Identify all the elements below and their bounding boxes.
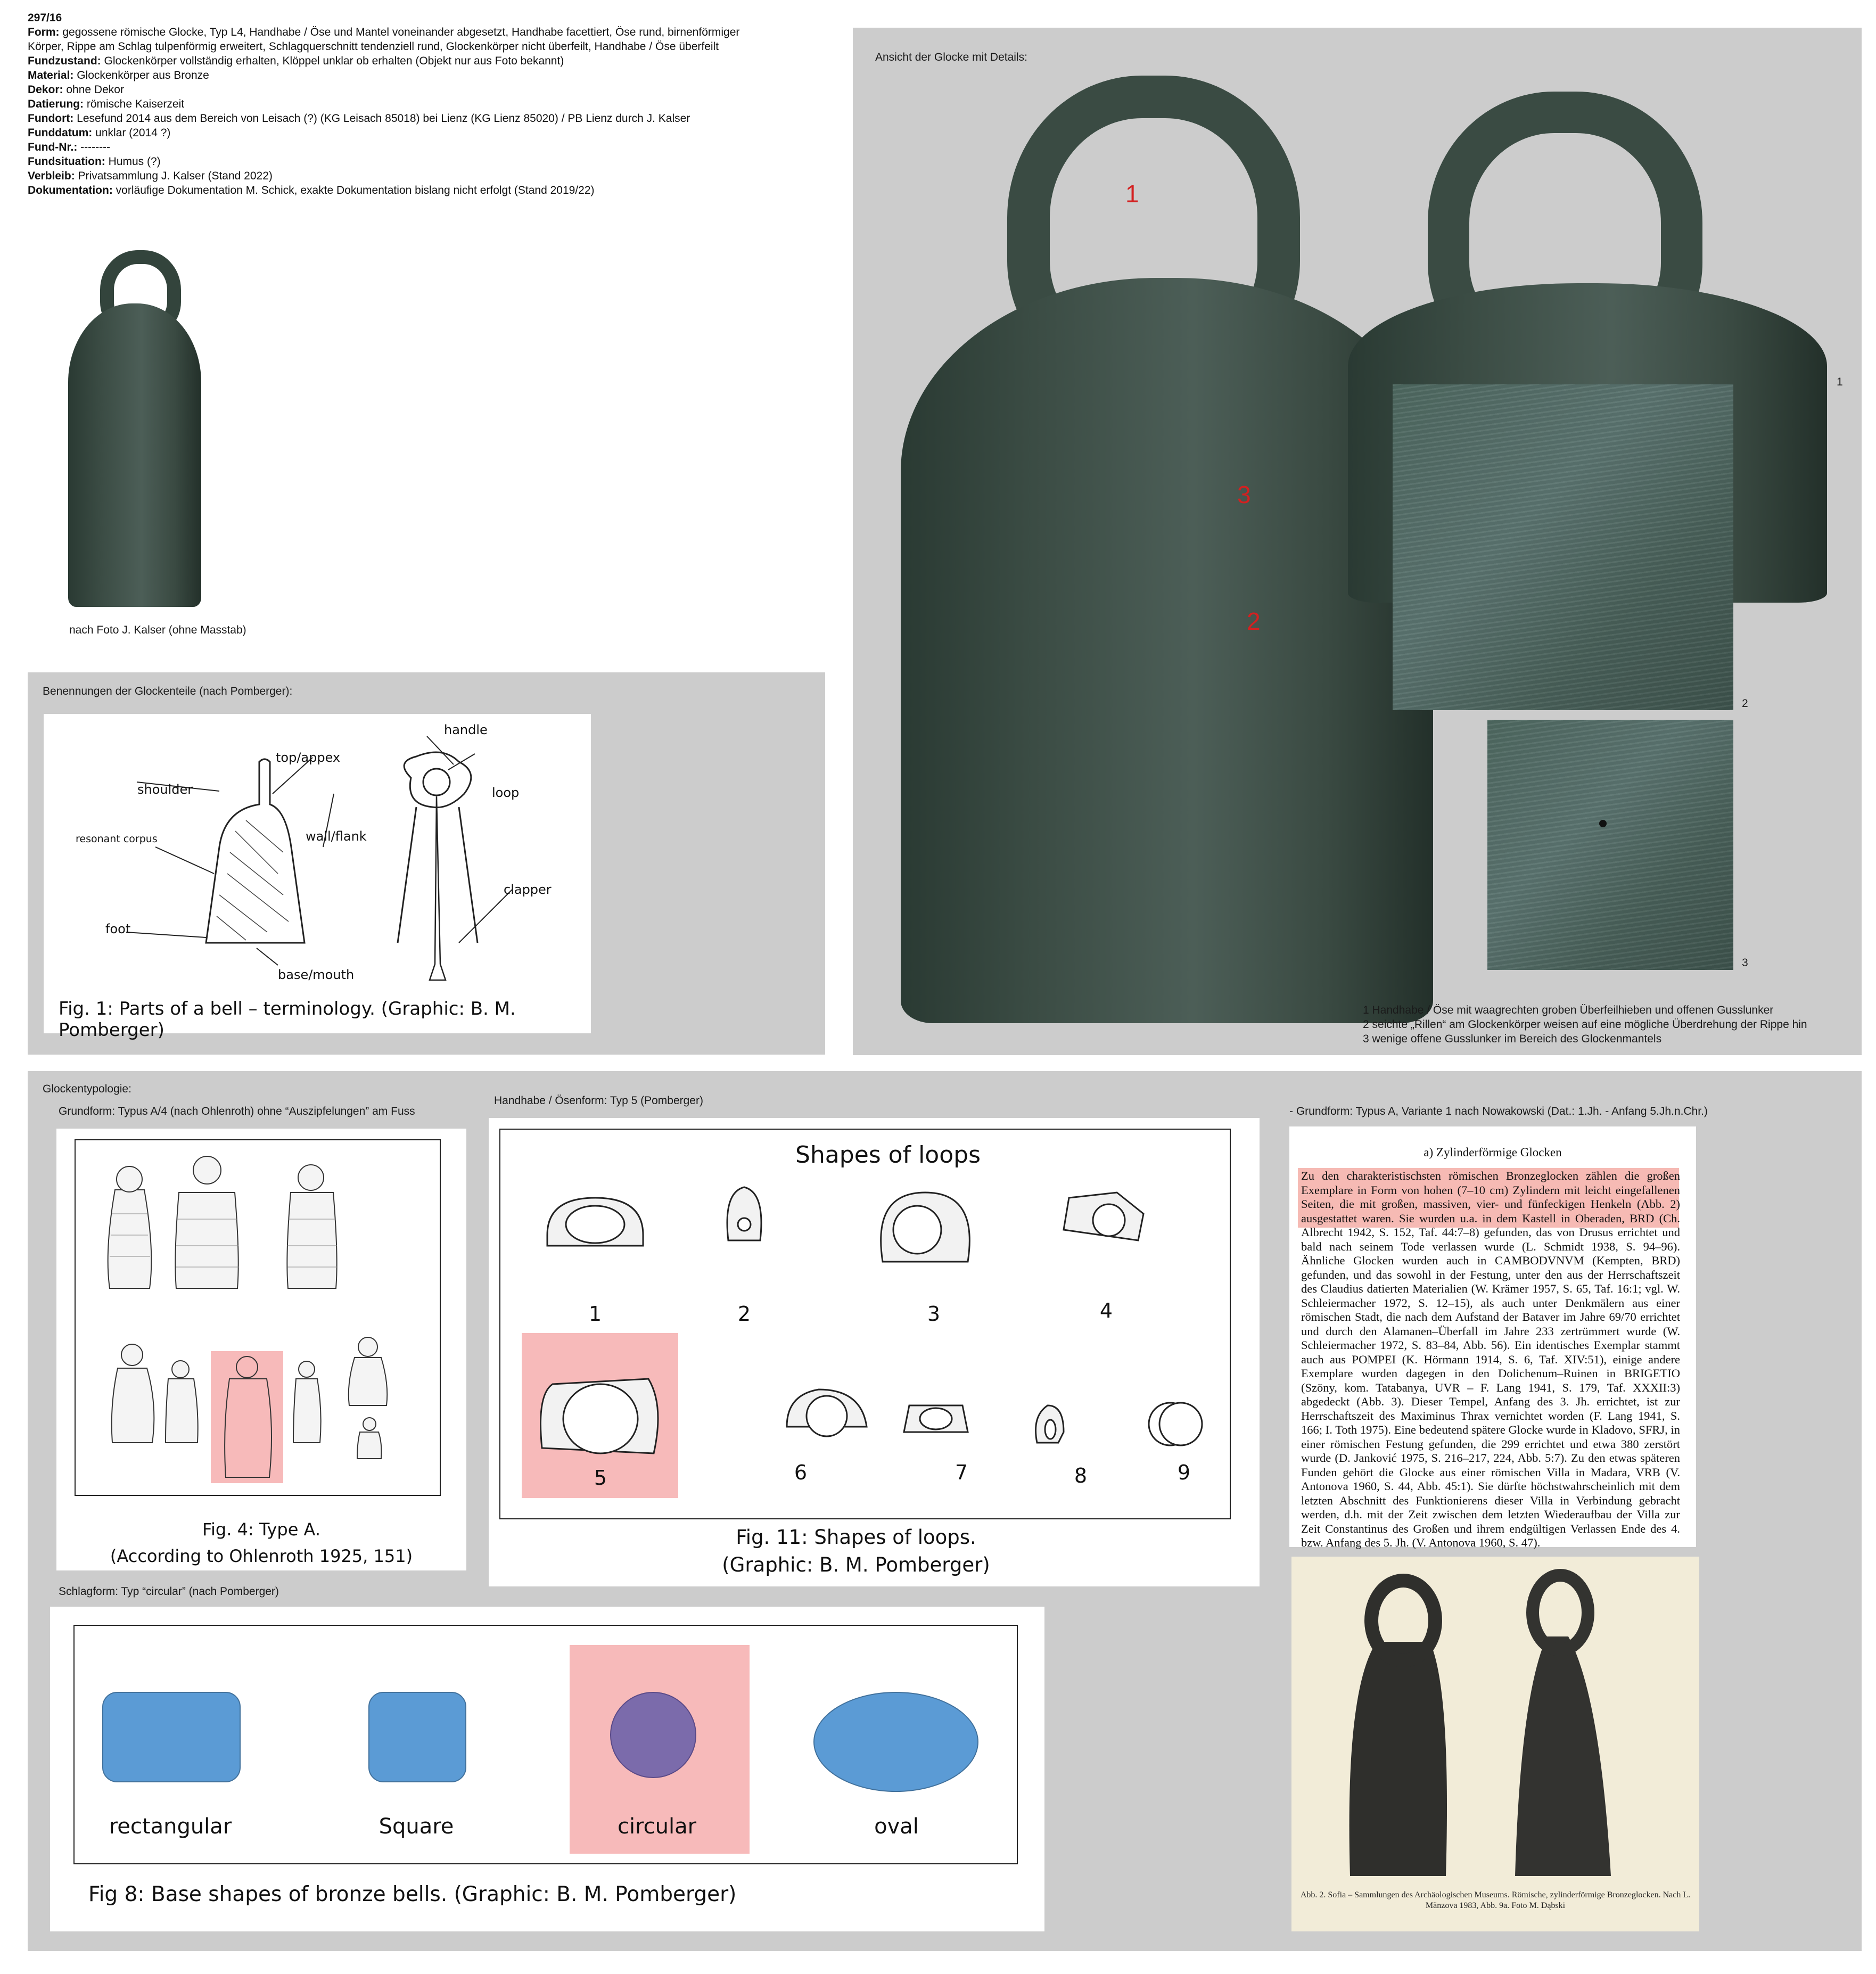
fig11-caption-line1: Fig. 11: Shapes of loops. — [736, 1526, 976, 1549]
fig4-caption-line1: Fig. 4: Type A. — [202, 1519, 321, 1540]
schlag-title: Schlagform: Typ “circular” (nach Pomberger) — [59, 1585, 279, 1598]
casting-hole — [1599, 820, 1607, 827]
detail-number-2: 2 — [1742, 697, 1748, 710]
label-wall: wall/flank — [306, 829, 367, 844]
loop-number-2: 2 — [737, 1302, 751, 1326]
bell-photo-small — [59, 250, 208, 612]
record-field — [28, 25, 848, 39]
record-field — [28, 83, 848, 97]
record-field-label: Fundzustand: — [28, 55, 101, 67]
typology-panel — [28, 1071, 1862, 1951]
record-field — [28, 183, 848, 198]
record-id: 297/16 — [28, 12, 62, 24]
record-field-value: Privatsammlung J. Kalser (Stand 2022) — [78, 170, 273, 182]
loop-number-8: 8 — [1074, 1464, 1088, 1487]
fig4-figure — [56, 1129, 466, 1570]
photo-caption: nach Foto J. Kalser (ohne Masstab) — [69, 624, 246, 636]
record-field — [28, 154, 848, 169]
record-field-value: Humus (?) — [108, 155, 161, 168]
detail-handle-photo — [1359, 92, 1790, 393]
loop-number-1: 1 — [588, 1302, 602, 1326]
record-field — [28, 140, 848, 154]
highlighted-bell-drawing — [56, 1129, 466, 1501]
doc-text-block — [1301, 1169, 1681, 1549]
record-field-label: Fund-Nr.: — [28, 141, 78, 153]
record-field — [28, 126, 848, 140]
terminology-title: Benennungen der Glockenteile (nach Pomberger): — [43, 685, 293, 697]
record-field-label: Datierung: — [28, 98, 84, 110]
doc-highlight-text: Zu den charakteristischsten römischen Bronzeglocken zählen die großen Exemplare in Form von hohen (7–10 cm) Zylindern mit leicht eingefallenen Seiten, die mit großen, massiven, vier- und fünfeckigen Henkeln (Abb. 2) ausgestattet waren. — [1301, 1169, 1680, 1225]
nowakowski-title: - Grundform: Typus A, Variante 1 nach Nowakowski (Dat.: 1.Jh. - Anfang 5.Jh.n.Chr.) — [1289, 1105, 1708, 1117]
record-field-label: Fundsituation: — [28, 155, 105, 168]
base-shape-label-rectangular: rectangular — [109, 1814, 232, 1839]
record-field-value: Lesefund 2014 aus dem Bereich von Leisach (?) (KG Leisach 85018) bei Lienz (KG Lienz 85020) / PB Lienz durch J. Kalser — [77, 112, 690, 125]
label-top: top/appex — [276, 750, 341, 765]
terminology-figure — [44, 714, 591, 1041]
record-field-label: Verbleib: — [28, 170, 75, 182]
base-shape-label-oval: oval — [874, 1814, 919, 1839]
record-field-label: Material: — [28, 69, 74, 81]
marker-1: 1 — [1125, 180, 1139, 208]
record-field-label: Dokumentation: — [28, 184, 113, 196]
sofia-bells-illustration — [1291, 1557, 1699, 1887]
details-panel — [853, 28, 1862, 1055]
record-field-value: ohne Dekor — [66, 84, 124, 96]
label-shoulder: shoulder — [137, 782, 193, 797]
detail-number-1: 1 — [1837, 376, 1843, 388]
detail-note-3: 3 wenige offene Gusslunker im Bereich des Glockenmantels — [1363, 1033, 1662, 1045]
base-shape-label-circular: circular — [617, 1814, 697, 1839]
shape-rectangular — [102, 1692, 241, 1782]
shape-circular — [610, 1692, 696, 1778]
sofia-bells-photo — [1291, 1557, 1699, 1931]
shape-oval — [813, 1692, 978, 1792]
record-field-value: römische Kaiserzeit — [86, 98, 185, 110]
record-field-value: Glockenkörper aus Bronze — [77, 69, 209, 81]
fig8-figure — [50, 1607, 1044, 1931]
record-field-label: Form: — [28, 26, 60, 38]
record-field-label: Fundort: — [28, 112, 74, 125]
label-handle: handle — [444, 722, 488, 737]
fig8-caption: Fig 8: Base shapes of bronze bells. (Graphic: B. M. Pomberger) — [88, 1882, 737, 1906]
fig11-figure — [489, 1118, 1260, 1586]
nowakowski-text-scan — [1289, 1126, 1696, 1547]
fig11-caption-line2: (Graphic: B. M. Pomberger) — [722, 1553, 990, 1576]
detail-note-1: 1 Handhabe / Öse mit waagrechten groben Überfeilhieben und offenen Gusslunker — [1363, 1004, 1774, 1016]
marker-3: 3 — [1237, 481, 1251, 508]
loop-number-9: 9 — [1177, 1461, 1191, 1484]
label-base: base/mouth — [278, 967, 355, 982]
loops-title: Shapes of loops — [795, 1141, 981, 1169]
record-field — [28, 39, 848, 54]
record-fields — [28, 25, 848, 198]
detail-casting-photo — [1487, 720, 1733, 970]
record-field-value: Glockenkörper vollständig erhalten, Klöppel unklar ob erhalten (Objekt nur aus Foto bekannt) — [104, 55, 564, 67]
loop-number-4: 4 — [1099, 1299, 1113, 1322]
record-field — [28, 169, 848, 183]
record-field-label: Funddatum: — [28, 127, 93, 139]
terminology-panel — [28, 672, 825, 1055]
typology-title: Glockentypologie: — [43, 1083, 131, 1095]
shape-square — [368, 1692, 466, 1782]
base-shape-label-square: Square — [379, 1814, 454, 1839]
label-loop: loop — [492, 785, 520, 800]
loop-number-3: 3 — [927, 1302, 941, 1326]
doc-body-text: Sie wurden u.a. in dem Kastell in Oberaden, BRD (Ch. Albrecht 1942, S. 152, Taf. 44:7–8) gefunden, das von Drusus errichtet und bald nach seinem Tode verlassen wurde (L. Schmidt 1938, S. 94–96). Ähnliche Glocken wurden auch in CAMBODVNVM (Kempten, BRD) gefunden, und das sowohl in der Festung, unter den aus der Herrschaftszeit des Claudius datierten Materialien (W. Krämer 1957, S. 65, Taf. 16:1; vgl. W. Schleiermacher 1972, S. 12–15), als auch unter Denkmälern aus einer römischen Stadt, die nach dem Aufstand der Bataver im Jahre 69/70 errichtet und durch den Alamanen–Überfall im Jahre 233 zertrümmert wurde (W. Schleiermacher 1972, S. 83–84, Abb. 56). Ein identisches Exemplar stammt auch aus POMPEI (K. Hörmann 1914, S. 6, Taf. XIV:51), einige andere Exemplare wurden dagegen in den Dolichenum–Ruinen in BRIGETIO (Szöny, kom. Tatabanya, UVR – F. Lang 1941, S. 179, Taf. XXXII:3) abgedeckt (Abb. 3). Dieser Tempel, Anfang des 3. Jh. errichtet, ist zur Herrschaftszeit des Maximinus Thrax vernichtet worden (F. Lang 1941, S. 166; I. Toth 1975). Eine bedeutend spätere Glocke wurde in Kladovo, SFRJ, in einer römischen Festung gefunden, die 299 errichtet und etwa 380 zerstört wurde (D. Janković 1975, S. 216–217, 224, Abb. 5:7). Zu den etwas späteren Funden gehört die Glocke aus einer römischen Villa in Madara, VRB (V. Antonova 1960, S. 44, Abb. 45:1). Sie dürfte höchstwahrscheinlich mit dem letzten Abschnitt des Funktionierens dieser Villa in Verbindung gebracht werden, d.h. mit der Zeit zwischen dem letzten Wiederaufbau der Villa zur Zeit Constantinus des Großen und ihrem endgültigen Verlassen Ende des 4. bzw. Anfang des 5. Jh. (V. Antonova 1960, S. 47). — [1301, 1211, 1681, 1549]
record-field — [28, 68, 848, 83]
details-title: Ansicht der Glocke mit Details: — [875, 51, 1027, 63]
record-field-value: Körper, Rippe am Schlag tulpenförmig erweitert, Schlagquerschnitt tendenziell rund, Glockenkörper nicht überfeilt, Handhabe / Öse überfeilt — [28, 40, 719, 53]
detail-note-2: 2 seichte „Rillen“ am Glockenkörper weisen auf eine mögliche Überdrehung der Rippe hin — [1363, 1018, 1807, 1031]
handhabe-title: Handhabe / Ösenform: Typ 5 (Pomberger) — [494, 1095, 703, 1107]
record-field — [28, 111, 848, 126]
object-record — [28, 11, 848, 198]
detail-surface-photo — [1393, 384, 1733, 710]
record-field — [28, 54, 848, 68]
record-field-value: gegossene römische Glocke, Typ L4, Handhabe / Öse und Mantel voneinander abgesetzt, Handhabe facettiert, Öse rund, birnenförmiger — [62, 26, 740, 38]
record-field-value: unklar (2014 ?) — [95, 127, 171, 139]
doc-heading: a) Zylinderförmige Glocken — [1424, 1146, 1562, 1159]
detail-number-3: 3 — [1742, 957, 1748, 969]
label-clapper: clapper — [504, 882, 552, 897]
grundform-title: Grundform: Typus A/4 (nach Ohlenroth) ohne “Auszipfelungen” am Fuss — [59, 1105, 415, 1117]
fig1-caption: Fig. 1: Parts of a bell – terminology. (Graphic: B. M. Pomberger) — [59, 998, 516, 1041]
loop-number-7: 7 — [955, 1461, 968, 1484]
record-field — [28, 97, 848, 111]
marker-2: 2 — [1247, 607, 1261, 635]
loop-number-5: 5 — [594, 1466, 607, 1490]
sofia-photo-caption: Abb. 2. Sofia – Sammlungen des Archäologischen Museums. Römische, zylinderförmige Bronzeglocken. Nach L. Mănzova 1983, Abb. 9a. Foto M. Dąbski — [1300, 1890, 1691, 1910]
label-corpus: resonant corpus — [76, 833, 158, 845]
label-foot: foot — [105, 922, 131, 936]
fig4-caption-line2: (According to Ohlenroth 1925, 151) — [110, 1546, 413, 1566]
loop-number-6: 6 — [794, 1461, 808, 1484]
record-field-label: Dekor: — [28, 84, 63, 96]
record-field-value: vorläufige Dokumentation M. Schick, exakte Dokumentation bislang nicht erfolgt (Stand 2019/22) — [116, 184, 595, 196]
record-field-value: -------- — [80, 141, 111, 153]
